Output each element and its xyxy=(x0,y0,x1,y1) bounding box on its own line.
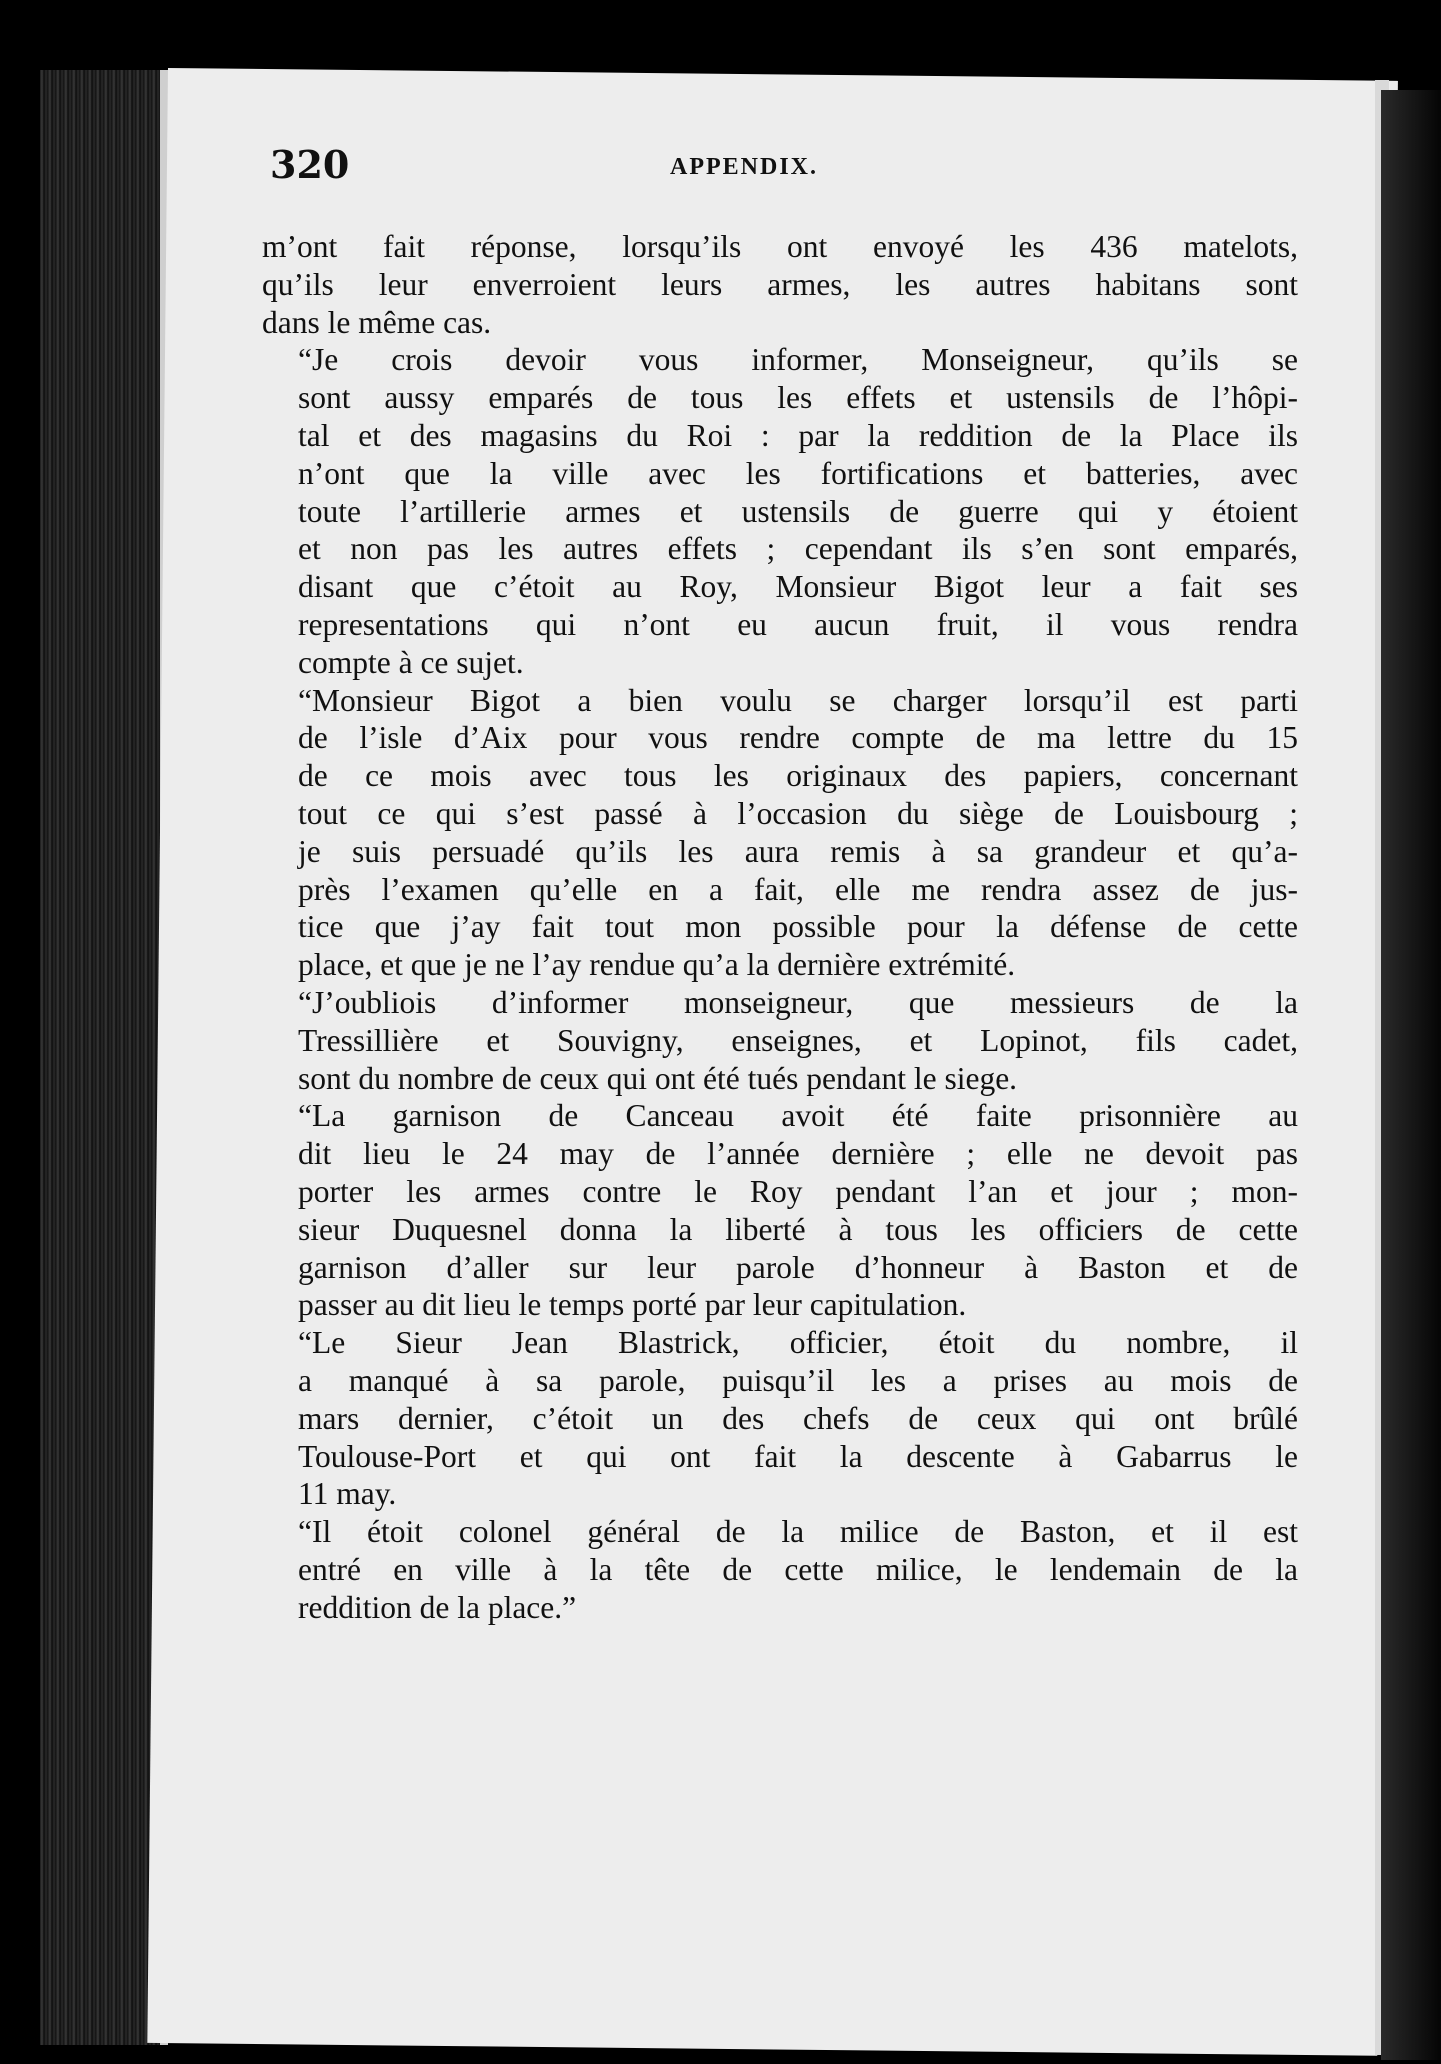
text-line: representations qui n’ont eu aucun fruit, il vous rendra xyxy=(298,606,1298,642)
text-line: m’ont fait réponse, lorsqu’ils ont envoyé les 436 matelots, xyxy=(262,229,1298,264)
text-line: reddition de la place.” xyxy=(298,1589,577,1625)
page-header xyxy=(270,142,1280,192)
text-line: “Je crois devoir vous informer, Monseigneur, qu’ils se xyxy=(298,342,1298,378)
paragraph xyxy=(262,682,1298,984)
text-line: de l’isle d’Aix pour vous rendre compte de ma lettre du 15 xyxy=(298,720,1298,756)
text-line: de ce mois avec tous les originaux des papiers, concernant xyxy=(298,758,1298,794)
text-line: je suis persuadé qu’ils les aura remis à sa grandeur et qu’a- xyxy=(298,833,1298,869)
book-spine xyxy=(40,70,160,2045)
page-number: 320 xyxy=(270,142,350,187)
text-line: Tressillière et Souvigny, enseignes, et Lopinot, fils cadet, xyxy=(298,1022,1298,1058)
text-line: “J’oubliois d’informer monseigneur, que messieurs de la xyxy=(298,984,1298,1020)
text-line: garnison d’aller sur leur parole d’honneur à Baston et de xyxy=(298,1249,1298,1285)
text-line: tice que j’ay fait tout mon possible pour la défense de cette xyxy=(298,909,1298,945)
text-line: compte à ce sujet. xyxy=(298,644,524,680)
paragraph xyxy=(262,1513,1298,1626)
text-line: qu’ils leur enverroient leurs armes, les autres habitans sont xyxy=(262,266,1298,302)
paragraph xyxy=(262,341,1298,681)
text-line: tout ce qui s’est passé à l’occasion du siège de Louisbourg ; xyxy=(298,795,1298,831)
text-line: dit lieu le 24 may de l’année dernière ; elle ne devoit pas xyxy=(298,1136,1298,1172)
text-line: “Il étoit colonel général de la milice de Baston, et il est xyxy=(298,1514,1298,1550)
background-edge xyxy=(1381,90,1441,2060)
paragraph xyxy=(262,1097,1298,1324)
text-line: Toulouse-Port et qui ont fait la descente à Gabarrus le xyxy=(298,1438,1298,1474)
text-line: entré en ville à la tête de cette milice, le lendemain de la xyxy=(298,1551,1298,1587)
paragraph xyxy=(262,228,1298,341)
text-line: 11 may. xyxy=(298,1476,397,1512)
text-line: disant que c’étoit au Roy, Monsieur Bigot leur a fait ses xyxy=(298,569,1298,605)
text-line: “La garnison de Canceau avoit été faite prisonnière au xyxy=(298,1098,1298,1134)
paragraph xyxy=(262,1324,1298,1513)
text-line: sieur Duquesnel donna la liberté à tous les officiers de cette xyxy=(298,1211,1298,1247)
text-line: porter les armes contre le Roy pendant l’an et jour ; mon- xyxy=(298,1173,1298,1209)
paragraph xyxy=(262,984,1298,1097)
text-line: dans le même cas. xyxy=(262,304,492,340)
text-line: près l’examen qu’elle en a fait, elle me rendra assez de jus- xyxy=(298,871,1298,907)
text-line: mars dernier, c’étoit un des chefs de ceux qui ont brûlé xyxy=(298,1400,1298,1436)
body-text xyxy=(262,228,1298,1626)
text-line: toute l’artillerie armes et ustensils de guerre qui y étoient xyxy=(298,493,1298,529)
text-line: “Le Sieur Jean Blastrick, officier, étoit du nombre, il xyxy=(298,1325,1298,1361)
text-line: n’ont que la ville avec les fortifications et batteries, avec xyxy=(298,455,1298,491)
text-line: tal et des magasins du Roi : par la reddition de la Place ils xyxy=(298,417,1298,453)
running-head: APPENDIX. xyxy=(670,154,818,180)
text-line: passer au dit lieu le temps porté par leur capitulation. xyxy=(298,1287,967,1323)
text-line: a manqué à sa parole, puisqu’il les a prises au mois de xyxy=(298,1362,1298,1398)
text-line: et non pas les autres effets ; cependant ils s’en sont emparés, xyxy=(298,531,1298,567)
text-line: sont aussy emparés de tous les effets et ustensils de l’hôpi- xyxy=(298,380,1298,416)
text-line: sont du nombre de ceux qui ont été tués pendant le siege. xyxy=(298,1060,1018,1096)
text-line: “Monsieur Bigot a bien voulu se charger lorsqu’il est parti xyxy=(298,682,1298,718)
text-line: place, et que je ne l’ay rendue qu’a la dernière extrémité. xyxy=(298,947,1016,983)
